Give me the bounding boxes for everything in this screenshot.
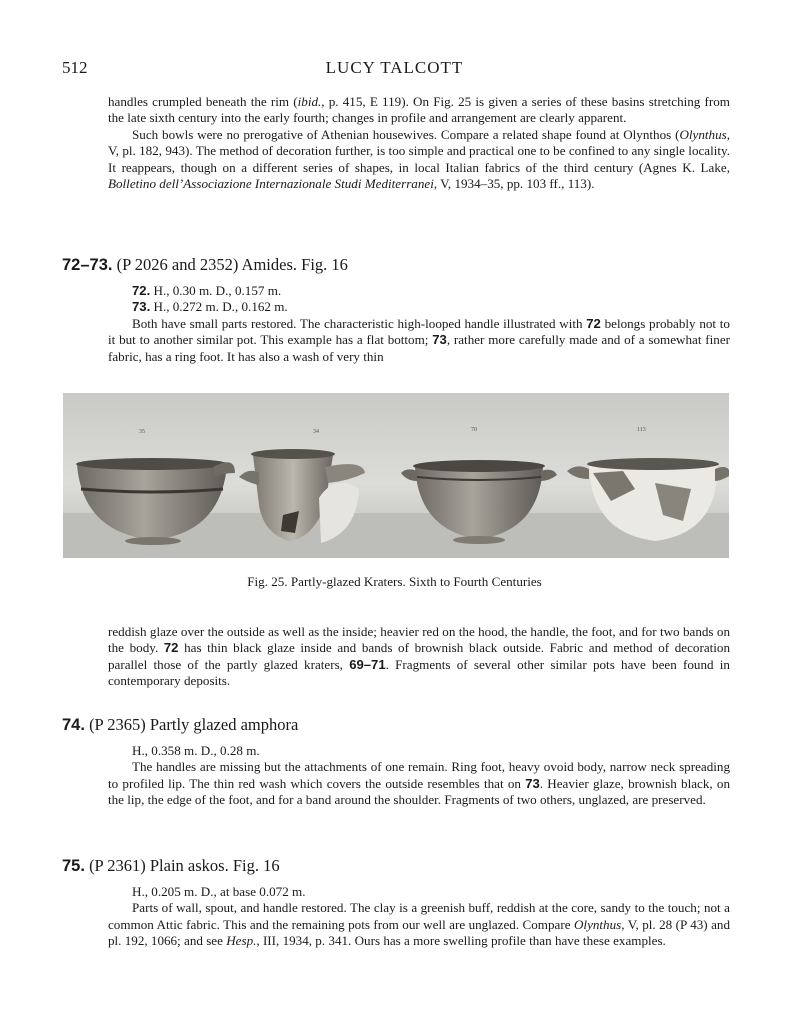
- dimensions: H., 0.358 m. D., 0.28 m.: [132, 743, 260, 758]
- entry-body-74: [108, 743, 730, 809]
- paragraph: handles crumpled beneath the rim (ibid., p. 415, E 119). On Fig. 25 is given a series of these basins stretching from the late sixth century into the early fourth; changes in profile and arrangement are clearly apparent.: [108, 94, 730, 126]
- entry-number: 74.: [62, 716, 85, 734]
- entry-heading-74: [62, 715, 298, 735]
- paragraph: Parts of wall, spout, and handle restored. The clay is a greenish buff, reddish at the core, sandy to the touch; not a common Attic fabric. This and the remaining pots from our well are unglazed. Compare Olynthus, V, pl. 28 (P 43) and pl. 192, 1066; and see Hesp., III, 1934, p. 341. Ours has a more swelling profile than have these examples.: [108, 900, 730, 949]
- dimensions: H., 0.205 m. D., at base 0.072 m.: [132, 884, 306, 899]
- entry-title: (P 2026 and 2352) Amides. Fig. 16: [116, 255, 348, 274]
- pot-label-2: 34: [313, 429, 319, 435]
- paragraph: reddish glaze over the outside as well as the inside; heavier red on the hood, the handle, the foot, and for two bands on the body. 72 has thin black glaze inside and bands of brownish black outside. Fabric and method of decoration parallel those of the partly glazed kraters, 69–71. Fragments of several other similar pots have been found in contemporary deposits.: [108, 624, 730, 689]
- pot-label-4: 113: [637, 427, 646, 433]
- entry-heading-72-73: [62, 255, 348, 275]
- pot-label-3: 70: [471, 427, 477, 433]
- figure-caption: Fig. 25. Partly-glazed Kraters. Sixth to Fourth Centuries: [247, 574, 542, 589]
- entry-body-72-73: [108, 283, 730, 365]
- paragraph: Both have small parts restored. The characteristic high-looped handle illustrated with 72 belongs probably not to it but to another similar pot. This example has a flat bottom; 73, rather more carefully made and of a somewhat finer fabric, has a ring foot. It has also a wash of very thin: [108, 315, 730, 364]
- dimensions: 73. H., 0.272 m. D., 0.162 m.: [132, 299, 288, 315]
- page-number: 512: [62, 58, 88, 77]
- paragraph: Such bowls were no prerogative of Athenian housewives. Compare a related shape found at Olynthos (Olynthus, V, pl. 182, 943). The method of decoration further, is too simple and practical one to be confined to any single locality. It reappears, though on a different series of shapes, in local Italian fabrics of the third century (Agnes K. Lake, Bolletino dell’Associazione Internazionale Studi Mediterranei, V, 1934–35, pp. 103 ff., 113).: [108, 126, 730, 192]
- krater-photograph: [63, 393, 729, 558]
- entry-title: (P 2365) Partly glazed amphora: [89, 715, 299, 734]
- entry-number: 72–73.: [62, 256, 113, 274]
- entry-body-75: [108, 884, 730, 950]
- continuation-text: [108, 624, 730, 690]
- intro-text: [108, 94, 730, 192]
- dimensions: 72. H., 0.30 m. D., 0.157 m.: [132, 283, 282, 298]
- entry-number: 75.: [62, 857, 85, 875]
- running-title: LUCY TALCOTT: [325, 58, 464, 77]
- entry-title: (P 2361) Plain askos. Fig. 16: [89, 856, 280, 875]
- entry-heading-75: [62, 856, 280, 876]
- pot-label-1: 35: [139, 429, 145, 435]
- paragraph: The handles are missing but the attachments of one remain. Ring foot, heavy ovoid body, narrow neck spreading to profiled lip. The thin red wash which covers the outside resembles that on 73. Heavier glaze, brownish black, on the lip, the edge of the foot, and for a band around the shoulder. Fragments of two others, unglazed, are preserved.: [108, 759, 730, 808]
